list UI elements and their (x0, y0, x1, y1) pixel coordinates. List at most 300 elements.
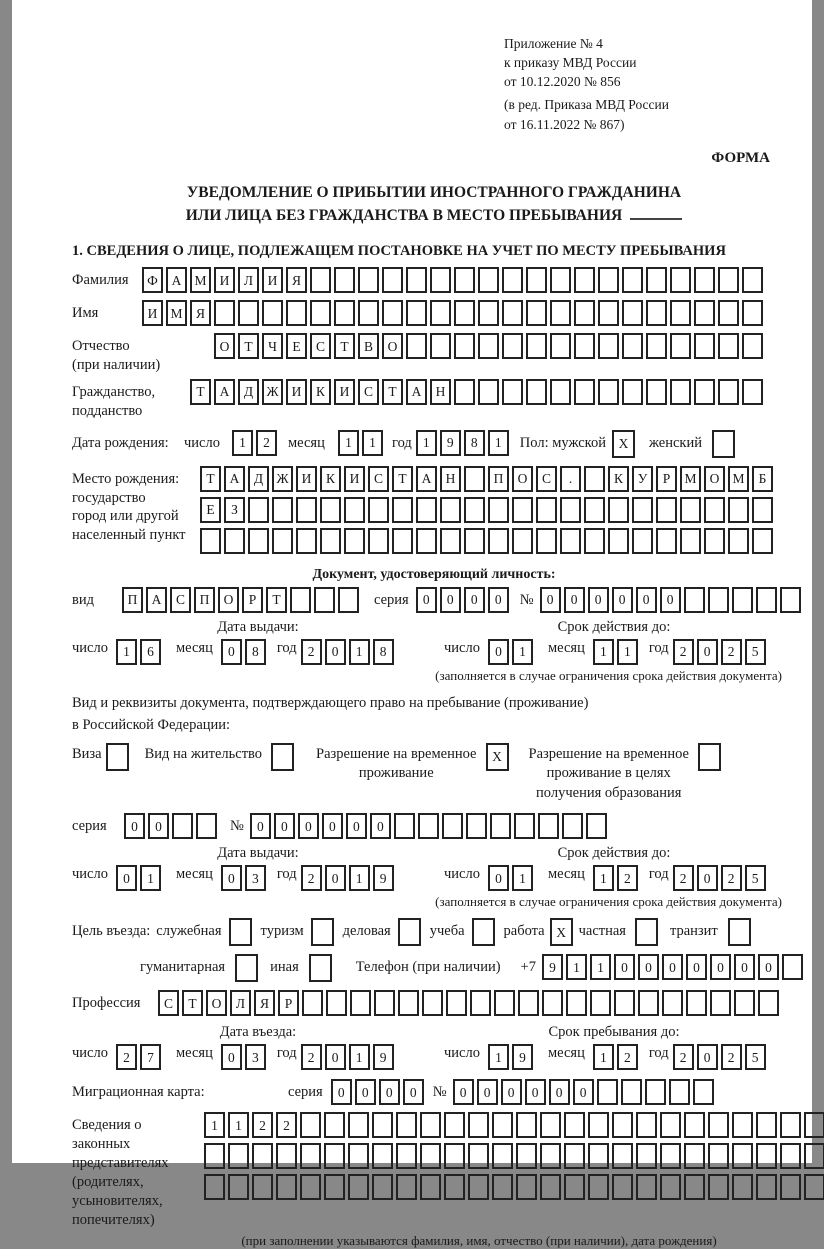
form-cell[interactable]: 9 (512, 1044, 533, 1070)
form-cell[interactable]: Т (334, 333, 355, 359)
form-cell[interactable] (326, 990, 347, 1016)
form-cell[interactable] (656, 528, 677, 554)
form-cell[interactable] (708, 1143, 729, 1169)
form-cell[interactable]: 5 (745, 1044, 766, 1070)
form-cell[interactable]: С (158, 990, 179, 1016)
form-cell[interactable] (536, 528, 557, 554)
form-cell[interactable] (662, 990, 683, 1016)
form-cell[interactable] (468, 1112, 489, 1138)
form-cell[interactable] (348, 1112, 369, 1138)
form-cell[interactable] (324, 1143, 345, 1169)
form-cell[interactable]: А (214, 379, 235, 405)
form-cell[interactable] (598, 300, 619, 326)
form-cell[interactable] (612, 1174, 633, 1200)
form-cell[interactable] (430, 333, 451, 359)
form-cell[interactable] (420, 1112, 441, 1138)
form-cell[interactable]: 0 (116, 865, 137, 891)
form-cell[interactable] (780, 1112, 801, 1138)
form-cell[interactable]: 7 (140, 1044, 161, 1070)
form-cell[interactable] (478, 379, 499, 405)
form-cell[interactable] (310, 267, 331, 293)
form-cell[interactable] (300, 1112, 321, 1138)
form-cell[interactable]: 0 (758, 954, 779, 980)
form-cell[interactable]: 0 (614, 954, 635, 980)
form-cell[interactable] (464, 528, 485, 554)
form-cell[interactable] (538, 813, 559, 839)
form-cell[interactable] (752, 528, 773, 554)
form-cell[interactable]: . (560, 466, 581, 492)
form-cell[interactable] (574, 300, 595, 326)
form-cell[interactable]: М (190, 267, 211, 293)
form-cell[interactable] (420, 1174, 441, 1200)
form-cell[interactable]: 1 (349, 865, 370, 891)
form-cell[interactable] (276, 1174, 297, 1200)
form-cell[interactable] (608, 528, 629, 554)
form-cell[interactable] (416, 528, 437, 554)
form-cell[interactable]: 2 (673, 1044, 694, 1070)
form-cell[interactable]: 0 (525, 1079, 546, 1105)
form-cell[interactable]: И (286, 379, 307, 405)
form-cell[interactable] (728, 497, 749, 523)
form-cell[interactable]: П (488, 466, 509, 492)
form-cell[interactable] (290, 587, 311, 613)
form-cell[interactable]: 1 (349, 639, 370, 665)
form-cell[interactable] (224, 528, 245, 554)
form-cell[interactable] (512, 497, 533, 523)
form-cell[interactable]: 1 (488, 430, 509, 456)
form-cell[interactable] (406, 333, 427, 359)
form-cell[interactable] (526, 267, 547, 293)
form-cell[interactable] (804, 1143, 824, 1169)
form-cell[interactable] (670, 267, 691, 293)
form-cell[interactable] (454, 300, 475, 326)
form-cell[interactable] (708, 1112, 729, 1138)
form-cell[interactable] (732, 1112, 753, 1138)
form-cell[interactable] (574, 267, 595, 293)
form-cell[interactable]: 1 (593, 865, 614, 891)
form-cell[interactable] (566, 990, 587, 1016)
form-cell[interactable] (550, 267, 571, 293)
form-cell[interactable] (300, 1143, 321, 1169)
form-cell[interactable] (780, 1174, 801, 1200)
form-cell[interactable]: 0 (734, 954, 755, 980)
form-cell[interactable] (684, 1143, 705, 1169)
form-cell[interactable]: 0 (540, 587, 561, 613)
form-cell[interactable] (502, 300, 523, 326)
form-cell[interactable]: 0 (325, 1044, 346, 1070)
form-cell[interactable]: 1 (566, 954, 587, 980)
purpose-transit-checkbox-box[interactable] (728, 918, 751, 946)
form-cell[interactable] (382, 300, 403, 326)
form-cell[interactable] (494, 990, 515, 1016)
form-cell[interactable]: 2 (116, 1044, 137, 1070)
form-cell[interactable]: С (170, 587, 191, 613)
form-cell[interactable]: Д (248, 466, 269, 492)
form-cell[interactable]: 5 (745, 639, 766, 665)
form-cell[interactable] (512, 528, 533, 554)
form-cell[interactable] (252, 1174, 273, 1200)
form-cell[interactable] (598, 379, 619, 405)
form-cell[interactable] (540, 1143, 561, 1169)
form-cell[interactable] (372, 1174, 393, 1200)
form-cell[interactable]: Н (440, 466, 461, 492)
form-cell[interactable]: 9 (440, 430, 461, 456)
form-cell[interactable] (470, 990, 491, 1016)
purpose-study-checkbox-box[interactable] (472, 918, 495, 946)
form-cell[interactable] (440, 497, 461, 523)
form-cell[interactable] (612, 1112, 633, 1138)
form-cell[interactable] (588, 1112, 609, 1138)
form-cell[interactable] (780, 587, 801, 613)
form-cell[interactable]: А (416, 466, 437, 492)
form-cell[interactable]: 1 (617, 639, 638, 665)
form-cell[interactable] (440, 528, 461, 554)
form-cell[interactable] (660, 1143, 681, 1169)
form-cell[interactable] (684, 1112, 705, 1138)
form-cell[interactable]: 0 (403, 1079, 424, 1105)
form-cell[interactable]: И (344, 466, 365, 492)
form-cell[interactable] (490, 813, 511, 839)
form-cell[interactable] (396, 1143, 417, 1169)
form-cell[interactable]: 0 (221, 639, 242, 665)
purpose-other-checkbox-box[interactable] (309, 954, 332, 982)
form-cell[interactable] (694, 300, 715, 326)
form-cell[interactable]: 1 (512, 639, 533, 665)
form-cell[interactable]: К (320, 466, 341, 492)
form-cell[interactable] (646, 333, 667, 359)
form-cell[interactable] (526, 300, 547, 326)
form-cell[interactable] (540, 1174, 561, 1200)
form-cell[interactable]: 2 (301, 865, 322, 891)
form-cell[interactable] (488, 528, 509, 554)
form-cell[interactable]: Р (242, 587, 263, 613)
temp-permit-checkbox-box[interactable]: X (486, 743, 509, 771)
form-cell[interactable] (608, 497, 629, 523)
form-cell[interactable] (468, 1143, 489, 1169)
form-cell[interactable] (310, 300, 331, 326)
form-cell[interactable] (550, 379, 571, 405)
form-cell[interactable] (590, 990, 611, 1016)
form-cell[interactable]: 0 (588, 587, 609, 613)
form-cell[interactable] (780, 1143, 801, 1169)
form-cell[interactable]: 0 (697, 639, 718, 665)
form-cell[interactable]: Ч (262, 333, 283, 359)
form-cell[interactable] (756, 1174, 777, 1200)
form-cell[interactable]: О (512, 466, 533, 492)
form-cell[interactable] (564, 1143, 585, 1169)
form-cell[interactable] (526, 333, 547, 359)
form-cell[interactable]: 3 (245, 1044, 266, 1070)
form-cell[interactable]: А (146, 587, 167, 613)
form-cell[interactable]: 0 (686, 954, 707, 980)
form-cell[interactable] (564, 1174, 585, 1200)
form-cell[interactable] (684, 587, 705, 613)
form-cell[interactable]: К (608, 466, 629, 492)
form-cell[interactable] (516, 1174, 537, 1200)
form-cell[interactable]: 0 (379, 1079, 400, 1105)
form-cell[interactable]: 0 (488, 639, 509, 665)
form-cell[interactable]: Я (190, 300, 211, 326)
form-cell[interactable]: Р (656, 466, 677, 492)
form-cell[interactable] (597, 1079, 618, 1105)
form-cell[interactable]: 2 (673, 865, 694, 891)
form-cell[interactable] (442, 813, 463, 839)
form-cell[interactable]: 1 (488, 1044, 509, 1070)
form-cell[interactable] (550, 300, 571, 326)
form-cell[interactable] (396, 1112, 417, 1138)
form-cell[interactable]: В (358, 333, 379, 359)
form-cell[interactable]: Ж (262, 379, 283, 405)
form-cell[interactable]: 0 (370, 813, 391, 839)
form-cell[interactable] (636, 1112, 657, 1138)
form-cell[interactable]: О (382, 333, 403, 359)
form-cell[interactable] (638, 990, 659, 1016)
form-cell[interactable]: 8 (245, 639, 266, 665)
form-cell[interactable] (708, 587, 729, 613)
form-cell[interactable] (348, 1143, 369, 1169)
form-cell[interactable]: Т (392, 466, 413, 492)
form-cell[interactable] (344, 528, 365, 554)
form-cell[interactable] (804, 1174, 824, 1200)
form-cell[interactable] (564, 1112, 585, 1138)
form-cell[interactable] (704, 528, 725, 554)
form-cell[interactable] (718, 267, 739, 293)
form-cell[interactable]: Е (286, 333, 307, 359)
form-cell[interactable]: 0 (325, 639, 346, 665)
form-cell[interactable] (732, 587, 753, 613)
form-cell[interactable] (632, 528, 653, 554)
form-cell[interactable]: 2 (256, 430, 277, 456)
purpose-humanitarian-checkbox-box[interactable] (235, 954, 258, 982)
form-cell[interactable]: 2 (617, 865, 638, 891)
form-cell[interactable] (782, 954, 803, 980)
form-cell[interactable] (344, 497, 365, 523)
purpose-work-checkbox-box[interactable]: X (550, 918, 573, 946)
form-cell[interactable] (204, 1174, 225, 1200)
form-cell[interactable] (646, 300, 667, 326)
purpose-private-checkbox-box[interactable] (635, 918, 658, 946)
form-cell[interactable] (584, 528, 605, 554)
residence-permit-checkbox-box[interactable] (271, 743, 294, 771)
form-cell[interactable]: 0 (124, 813, 145, 839)
form-cell[interactable]: С (358, 379, 379, 405)
form-cell[interactable] (418, 813, 439, 839)
form-cell[interactable]: 2 (673, 639, 694, 665)
form-cell[interactable]: М (728, 466, 749, 492)
form-cell[interactable]: 0 (488, 587, 509, 613)
form-cell[interactable]: М (680, 466, 701, 492)
form-cell[interactable] (296, 528, 317, 554)
form-cell[interactable] (302, 990, 323, 1016)
form-cell[interactable]: Т (182, 990, 203, 1016)
form-cell[interactable]: 0 (660, 587, 681, 613)
form-cell[interactable] (272, 528, 293, 554)
form-cell[interactable] (394, 813, 415, 839)
form-cell[interactable]: 2 (301, 639, 322, 665)
form-cell[interactable] (518, 990, 539, 1016)
form-cell[interactable] (586, 813, 607, 839)
form-cell[interactable]: 0 (325, 865, 346, 891)
form-cell[interactable] (514, 813, 535, 839)
form-cell[interactable] (584, 497, 605, 523)
visa-checkbox-box[interactable] (106, 743, 129, 771)
form-cell[interactable] (350, 990, 371, 1016)
form-cell[interactable] (502, 379, 523, 405)
form-cell[interactable] (368, 528, 389, 554)
form-cell[interactable] (646, 267, 667, 293)
form-cell[interactable]: 0 (298, 813, 319, 839)
form-cell[interactable] (392, 497, 413, 523)
form-cell[interactable] (320, 528, 341, 554)
form-cell[interactable] (406, 300, 427, 326)
form-cell[interactable] (734, 990, 755, 1016)
form-cell[interactable] (756, 1112, 777, 1138)
form-cell[interactable]: 0 (453, 1079, 474, 1105)
form-cell[interactable] (446, 990, 467, 1016)
form-cell[interactable]: 0 (221, 865, 242, 891)
form-cell[interactable]: Р (278, 990, 299, 1016)
form-cell[interactable]: 0 (488, 865, 509, 891)
male-checkbox-box[interactable]: X (612, 430, 635, 458)
form-cell[interactable] (584, 466, 605, 492)
form-cell[interactable] (248, 497, 269, 523)
form-cell[interactable] (398, 990, 419, 1016)
form-cell[interactable]: 5 (745, 865, 766, 891)
form-cell[interactable] (454, 333, 475, 359)
form-cell[interactable] (670, 300, 691, 326)
form-cell[interactable]: 0 (464, 587, 485, 613)
form-cell[interactable] (670, 379, 691, 405)
form-cell[interactable]: П (194, 587, 215, 613)
form-cell[interactable] (742, 267, 763, 293)
form-cell[interactable]: З (224, 497, 245, 523)
form-cell[interactable] (670, 333, 691, 359)
form-cell[interactable]: 6 (140, 639, 161, 665)
form-cell[interactable]: 0 (274, 813, 295, 839)
form-cell[interactable]: 3 (245, 865, 266, 891)
form-cell[interactable]: 0 (697, 865, 718, 891)
form-cell[interactable] (704, 497, 725, 523)
form-cell[interactable]: 0 (573, 1079, 594, 1105)
form-cell[interactable] (540, 1112, 561, 1138)
form-cell[interactable]: М (166, 300, 187, 326)
form-cell[interactable]: 9 (373, 865, 394, 891)
form-cell[interactable] (718, 379, 739, 405)
form-cell[interactable] (694, 267, 715, 293)
female-checkbox-box[interactable] (712, 430, 735, 458)
form-cell[interactable] (416, 497, 437, 523)
form-cell[interactable]: Л (230, 990, 251, 1016)
form-cell[interactable] (492, 1174, 513, 1200)
form-cell[interactable]: 0 (549, 1079, 570, 1105)
form-cell[interactable]: П (122, 587, 143, 613)
form-cell[interactable]: Ж (272, 466, 293, 492)
form-cell[interactable]: 8 (464, 430, 485, 456)
form-cell[interactable] (708, 1174, 729, 1200)
form-cell[interactable] (622, 267, 643, 293)
form-cell[interactable] (710, 990, 731, 1016)
form-cell[interactable] (622, 333, 643, 359)
purpose-official-checkbox-box[interactable] (229, 918, 252, 946)
form-cell[interactable] (502, 333, 523, 359)
form-cell[interactable] (560, 528, 581, 554)
form-cell[interactable] (550, 333, 571, 359)
form-cell[interactable] (646, 379, 667, 405)
form-cell[interactable] (334, 267, 355, 293)
form-cell[interactable]: И (262, 267, 283, 293)
purpose-business-checkbox-box[interactable] (398, 918, 421, 946)
form-cell[interactable]: 2 (301, 1044, 322, 1070)
form-cell[interactable] (669, 1079, 690, 1105)
form-cell[interactable] (645, 1079, 666, 1105)
form-cell[interactable] (430, 300, 451, 326)
purpose-tourism-checkbox-box[interactable] (311, 918, 334, 946)
form-cell[interactable] (372, 1143, 393, 1169)
form-cell[interactable]: Е (200, 497, 221, 523)
form-cell[interactable] (214, 300, 235, 326)
form-cell[interactable] (598, 267, 619, 293)
form-cell[interactable] (464, 466, 485, 492)
form-cell[interactable] (228, 1174, 249, 1200)
form-cell[interactable] (406, 267, 427, 293)
form-cell[interactable]: О (218, 587, 239, 613)
form-cell[interactable]: 1 (338, 430, 359, 456)
form-cell[interactable] (684, 1174, 705, 1200)
form-cell[interactable]: 0 (331, 1079, 352, 1105)
form-cell[interactable] (636, 1174, 657, 1200)
form-cell[interactable] (478, 267, 499, 293)
form-cell[interactable]: 2 (252, 1112, 273, 1138)
form-cell[interactable] (468, 1174, 489, 1200)
form-cell[interactable]: 0 (710, 954, 731, 980)
form-cell[interactable]: О (704, 466, 725, 492)
form-cell[interactable] (742, 379, 763, 405)
form-cell[interactable] (742, 300, 763, 326)
form-cell[interactable]: 1 (116, 639, 137, 665)
form-cell[interactable]: 1 (228, 1112, 249, 1138)
form-cell[interactable] (732, 1174, 753, 1200)
form-cell[interactable]: 2 (721, 639, 742, 665)
form-cell[interactable] (172, 813, 193, 839)
form-cell[interactable] (752, 497, 773, 523)
form-cell[interactable]: 0 (564, 587, 585, 613)
form-cell[interactable]: 0 (221, 1044, 242, 1070)
form-cell[interactable] (488, 497, 509, 523)
form-cell[interactable] (478, 333, 499, 359)
form-cell[interactable] (454, 379, 475, 405)
form-cell[interactable] (758, 990, 779, 1016)
form-cell[interactable] (444, 1112, 465, 1138)
form-cell[interactable]: 0 (662, 954, 683, 980)
form-cell[interactable] (656, 497, 677, 523)
form-cell[interactable] (718, 300, 739, 326)
form-cell[interactable] (252, 1143, 273, 1169)
form-cell[interactable]: С (536, 466, 557, 492)
form-cell[interactable]: Л (238, 267, 259, 293)
form-cell[interactable] (204, 1143, 225, 1169)
form-cell[interactable] (276, 1143, 297, 1169)
form-cell[interactable] (622, 300, 643, 326)
form-cell[interactable] (598, 333, 619, 359)
form-cell[interactable] (200, 528, 221, 554)
form-cell[interactable]: 0 (477, 1079, 498, 1105)
form-cell[interactable] (560, 497, 581, 523)
form-cell[interactable] (396, 1174, 417, 1200)
form-cell[interactable] (756, 587, 777, 613)
form-cell[interactable]: Б (752, 466, 773, 492)
form-cell[interactable]: 2 (721, 1044, 742, 1070)
form-cell[interactable] (693, 1079, 714, 1105)
